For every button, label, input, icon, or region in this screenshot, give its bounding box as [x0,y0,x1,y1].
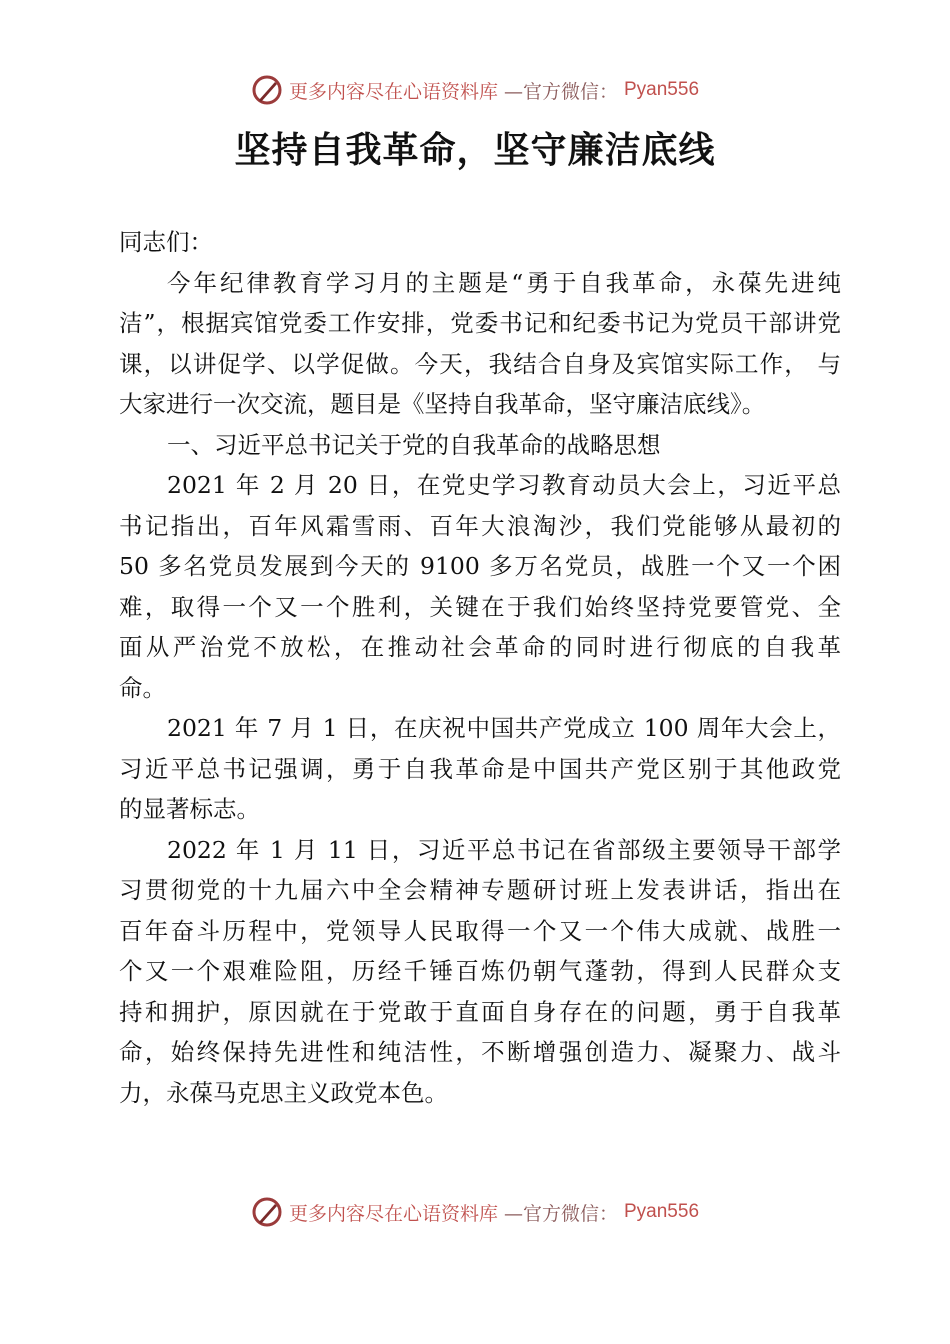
watermark-wechat-id: Pyan556 [624,79,700,100]
text-line: 持和拥护，原因就在于党敢于直面自身存在的问题，勇于自我革 [119,997,841,1026]
paragraph [119,708,841,830]
text-line: 课，以讲促学、以学促做。今天，我结合自身及宾馆实际工作， 与 [119,349,841,378]
pen-logo-icon [251,1196,283,1228]
watermark-text: 更多内容尽在心语资料库 [288,1202,498,1225]
document-body [119,222,841,1113]
text-line: 同志们： [119,228,213,256]
text-line: 命，始终保持先进性和纯洁性，不断增强创造力、凝聚力、战斗 [119,1038,841,1066]
paragraph [119,222,841,263]
text-line: 今年纪律教育学习月的主题是“勇于自我革命，永葆先进纯 [167,268,841,297]
text-line: 洁”，根据宾馆党委工作安排，党委书记和纪委书记为党员干部讲党 [119,309,841,337]
watermark-text: 更多内容尽在心语资料库 [288,80,498,103]
text-line: 大家进行一次交流，题目是《坚持自我革命，坚守廉洁底线》。 [119,390,766,418]
header-watermark [0,74,950,106]
paragraph [119,425,841,466]
text-line: 2021 年 7 月 1 日，在庆祝中国共产党成立 100 周年大会上， [167,714,841,742]
document-title: 坚持自我革命，坚守廉洁底线 [234,129,716,171]
paragraph [119,465,841,708]
watermark-wechat-id: Pyan556 [624,1201,700,1222]
watermark-wechat-label: —官方微信： [503,1202,618,1225]
text-line: 一、习近平总书记关于党的自我革命的战略思想 [167,430,661,459]
text-line: 百年奋斗历程中，党领导人民取得一个又一个伟大成就、战胜一 [119,916,841,945]
text-line: 2022 年 1 月 11 日，习近平总书记在省部级主要领导干部学 [167,835,841,864]
paragraph [119,263,841,425]
watermark-wechat-label: —官方微信： [503,80,618,103]
text-line: 面从严治党不放松，在推动社会革命的同时进行彻底的自我革 [119,633,841,661]
text-line: 习贯彻党的十九届六中全会精神专题研讨班上发表讲话，指出在 [119,876,841,904]
paragraph [119,830,841,1114]
text-line: 命。 [119,673,166,702]
pen-logo-icon [251,74,283,106]
text-line: 书记指出，百年风霜雪雨、百年大浪淘沙，我们党能够从最初的 [119,511,841,540]
footer-watermark [0,1196,950,1228]
text-line: 50 多名党员发展到今天的 9100 多万名党员，战胜一个又一个困 [119,552,841,580]
text-line: 难，取得一个又一个胜利，关键在于我们始终坚持党要管党、全 [119,592,841,621]
text-line: 力，永葆马克思主义政党本色。 [119,1078,448,1107]
text-line: 个又一个艰难险阻，历经千锤百炼仍朝气蓬勃，得到人民群众支 [119,957,841,985]
text-line: 习近平总书记强调，勇于自我革命是中国共产党区别于其他政党 [119,754,841,783]
text-line: 2021 年 2 月 20 日，在党史学习教育动员大会上，习近平总 [167,471,841,499]
text-line: 的显著标志。 [119,795,260,823]
